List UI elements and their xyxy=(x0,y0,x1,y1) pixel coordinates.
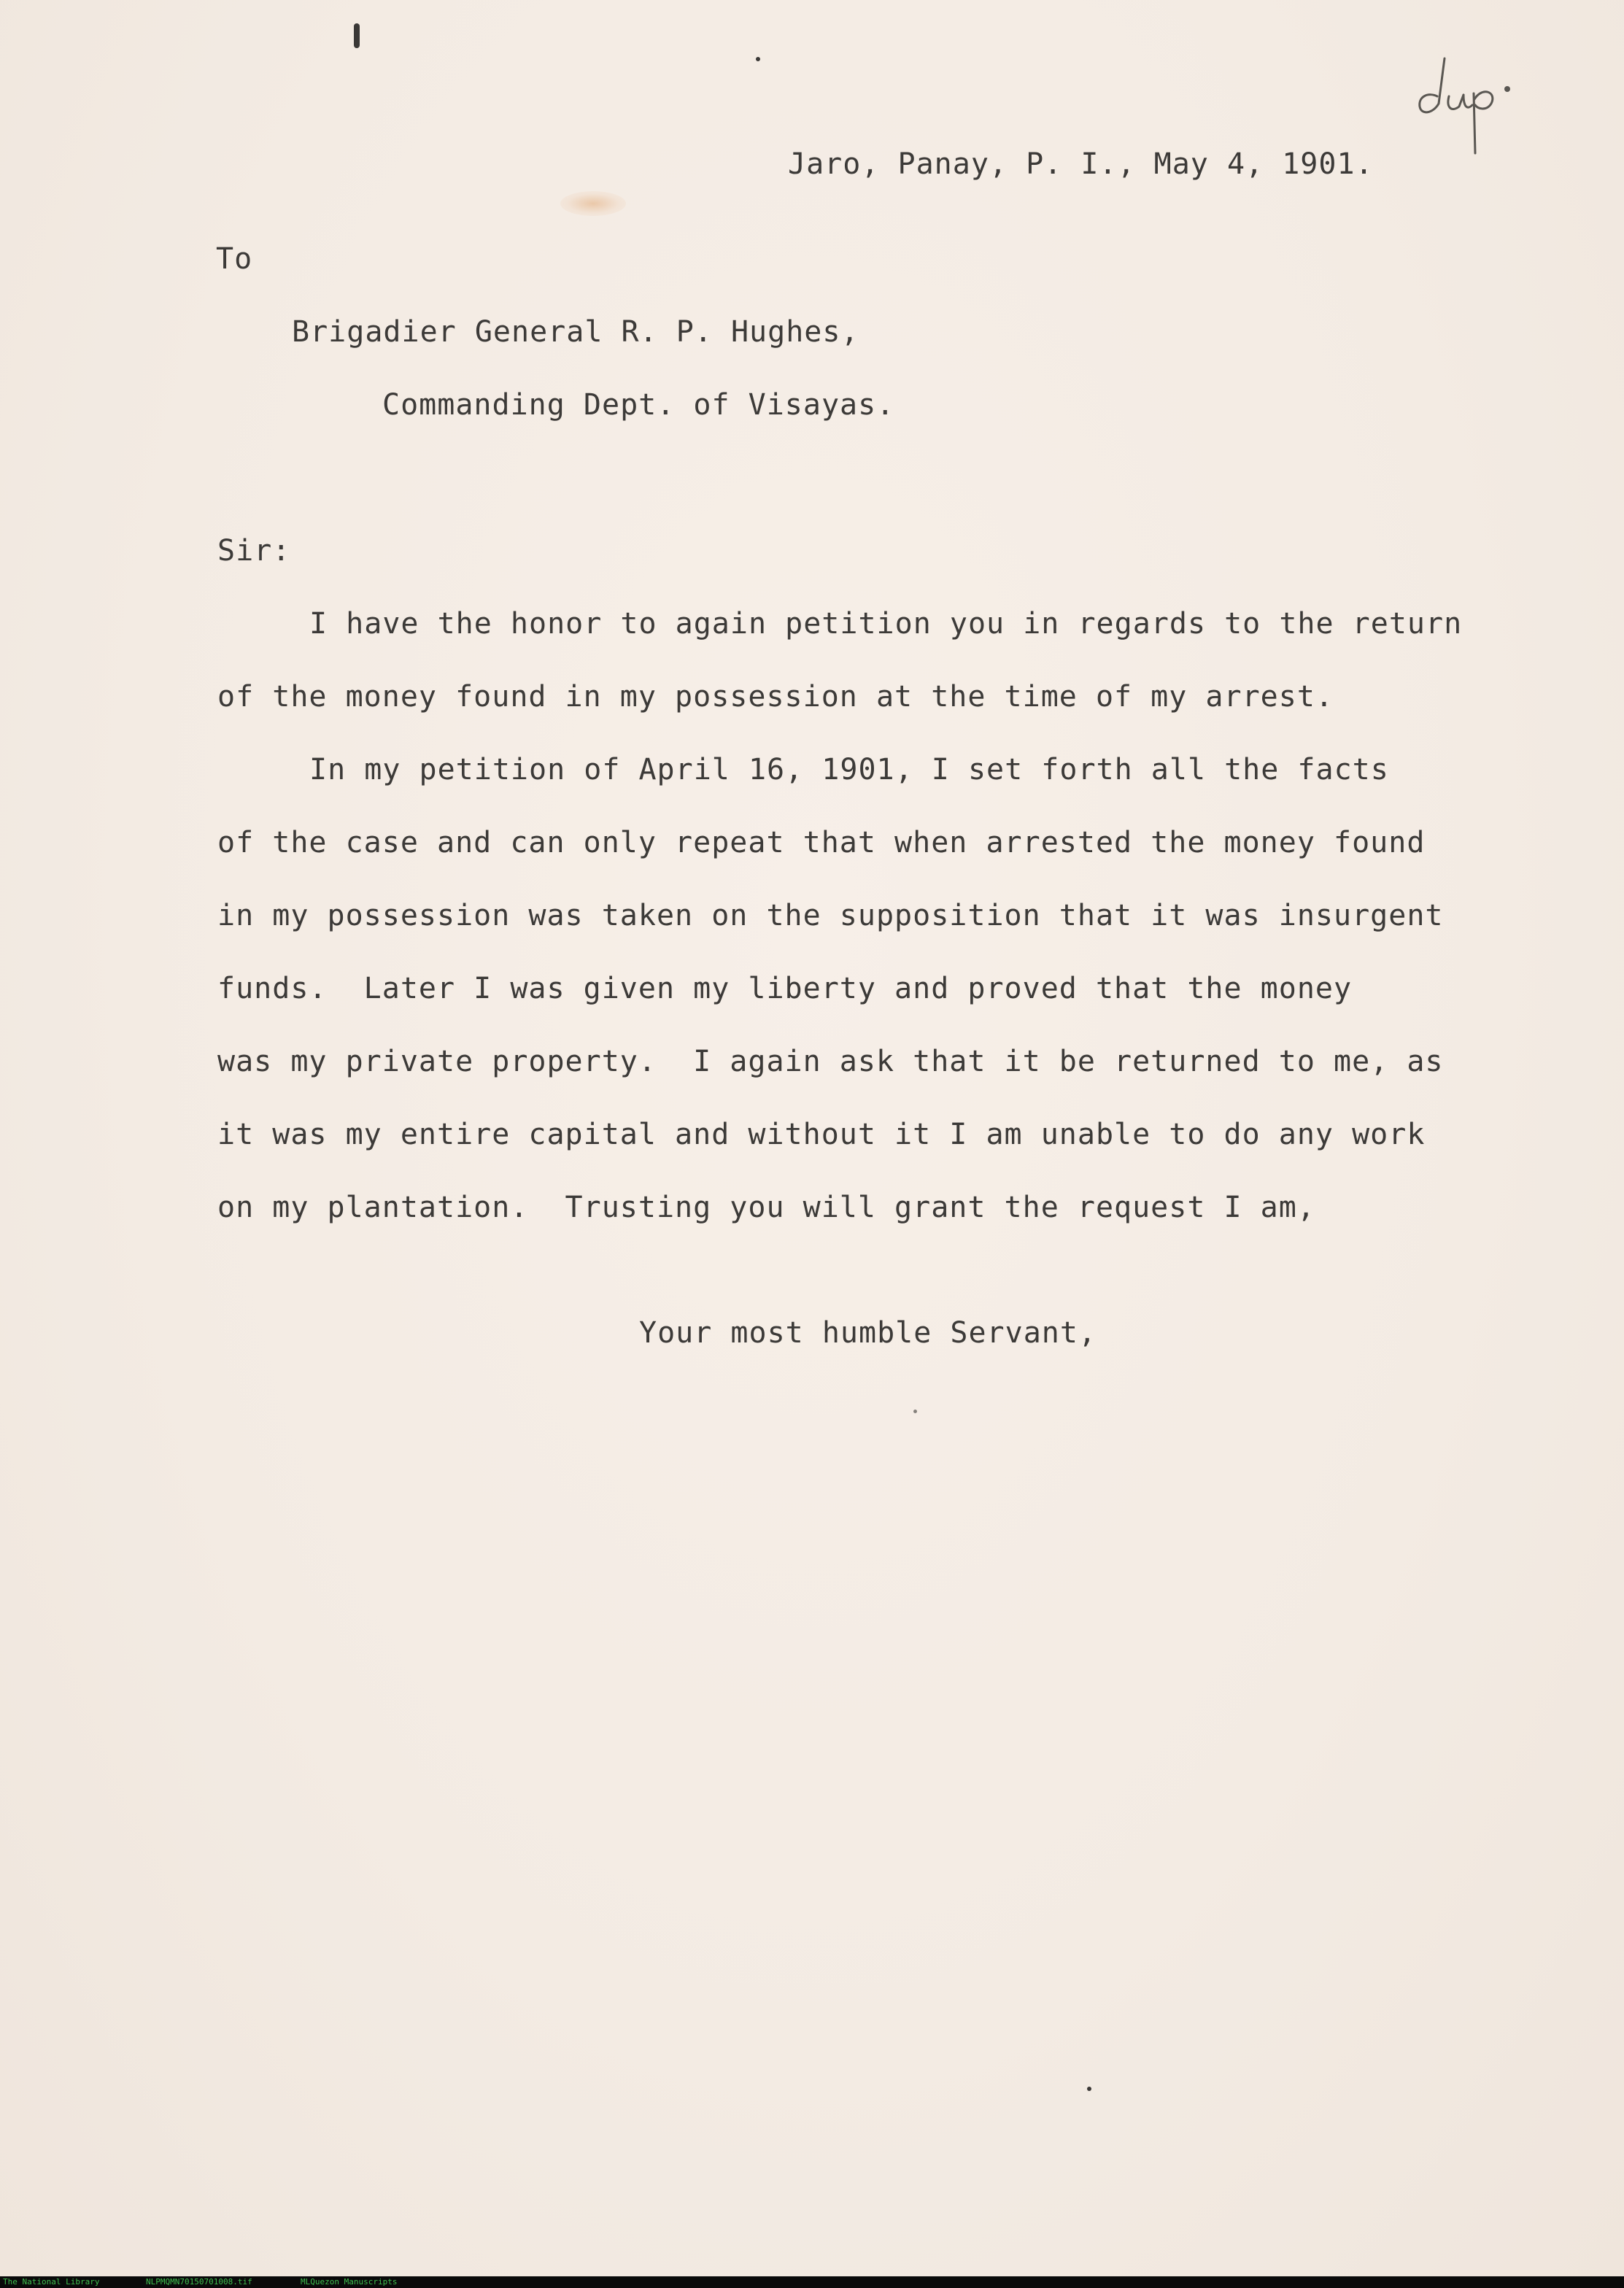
footer-library: The National Library xyxy=(3,2277,100,2287)
ink-mark xyxy=(354,23,360,48)
ink-speck xyxy=(756,57,760,61)
handwritten-annotation xyxy=(1408,44,1525,161)
ink-speck xyxy=(1087,2087,1091,2091)
paper-stain xyxy=(560,191,626,216)
body-line: on my plantation. Trusting you will grant the request I am, xyxy=(217,1191,1315,1224)
body-line: In my petition of April 16, 1901, I set forth all the facts xyxy=(309,753,1389,786)
body-line: it was my entire capital and without it I am unable to do any work xyxy=(217,1118,1426,1151)
body-line: of the money found in my possession at the time of my arrest. xyxy=(217,680,1334,714)
footer-file: NLPMQMN70150701008.tif xyxy=(146,2277,252,2287)
footer-collection: MLQuezon Manuscripts xyxy=(301,2277,398,2287)
body-line: funds. Later I was given my liberty and proved that the money xyxy=(217,972,1353,1005)
salutation: Sir: xyxy=(217,534,291,568)
recipient-title: Commanding Dept. of Visayas. xyxy=(382,388,895,422)
closing: Your most humble Servant, xyxy=(639,1316,1097,1350)
body-line: was my private property. I again ask that it be returned to me, as xyxy=(217,1045,1444,1078)
ink-speck xyxy=(913,1410,917,1413)
archive-footer xyxy=(0,2276,1624,2288)
dateline: Jaro, Panay, P. I., May 4, 1901. xyxy=(788,147,1374,181)
to-label: To xyxy=(216,242,253,276)
body-line: of the case and can only repeat that when arrested the money found xyxy=(217,826,1426,859)
body-line: in my possession was taken on the supposition that it was insurgent xyxy=(217,899,1444,932)
recipient-name: Brigadier General R. P. Hughes, xyxy=(292,315,859,349)
body-line: I have the honor to again petition you in regards to the return xyxy=(309,607,1463,641)
